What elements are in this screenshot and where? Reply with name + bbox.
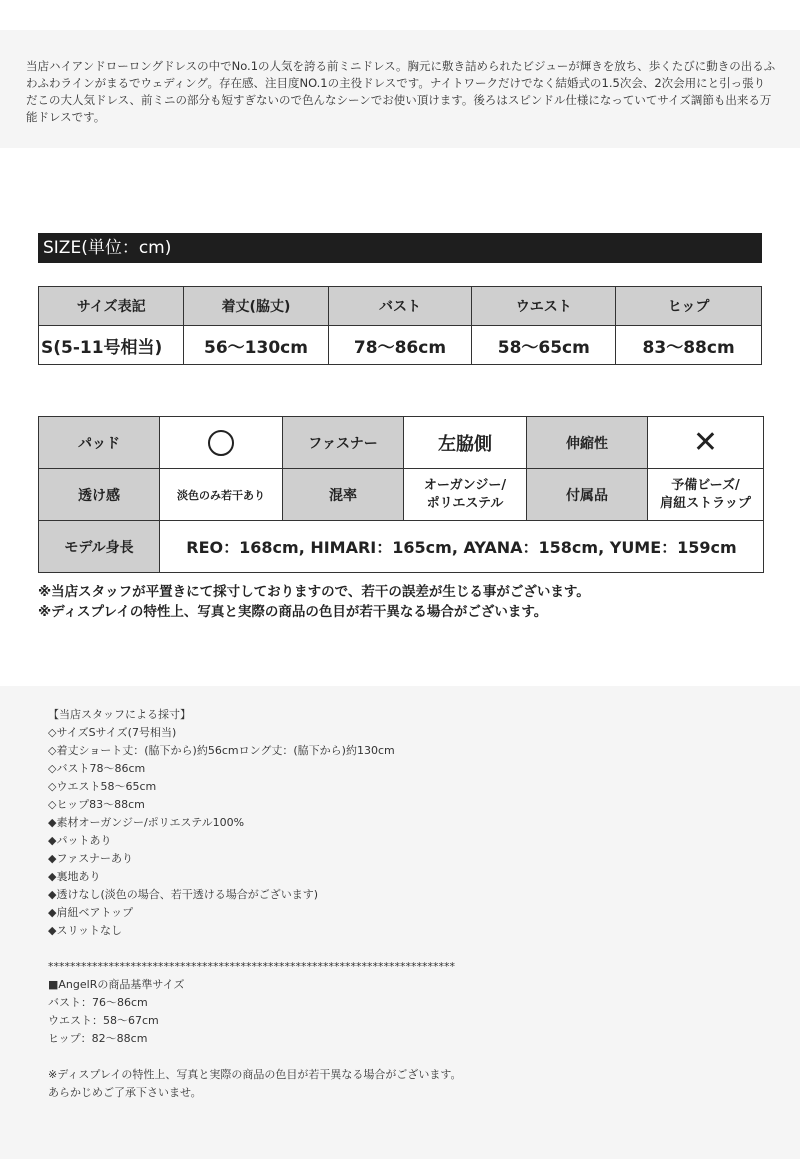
- intro-text: 当店ハイアンドローロングドレスの中でNo.1の人気を誇る前ミニドレス。胸元に敷き詰められたビジューが輝きを放ち、歩くたびに動きの出るふわふわラインがまるでウェディング。存在感、注目度NO.1の主役ドレスです。ナイトワークだけでなく結婚式の1.5次会、2次会用にと引っ張りだこの大人気ドレス、前ミニの部分も短すぎないので色んなシーンでお使い頂けます。後ろはスピンドル仕様になっていてサイズ調節も出来る万能ドレスです。: [26, 59, 776, 124]
- measurement-line: ◆ファスナーあり: [48, 852, 134, 865]
- accessory-value-line-1: 予備ビーズ/: [671, 477, 740, 493]
- measurement-line: ◆パットあり: [48, 834, 112, 847]
- measurement-line: ◆透けなし(淡色の場合、若干透ける場合がございます): [48, 888, 319, 901]
- model-value: REO：168cm, HIMARI：165cm, AYANA：158cm, YUME：159cm: [160, 521, 764, 573]
- size-value-waist: 58〜65cm: [472, 326, 616, 365]
- stretch-label: 伸縮性: [527, 417, 648, 469]
- measurement-line: **************************************************************************: [48, 960, 455, 973]
- model-label: モデル身長: [39, 521, 160, 573]
- sheer-label: 透け感: [39, 469, 160, 521]
- size-table-value-row: [39, 326, 762, 365]
- size-table: [38, 286, 762, 365]
- measurement-line: あらかじめご了承下さいませ。: [48, 1086, 202, 1099]
- measurement-line: ◇ウエスト58〜65cm: [48, 780, 157, 793]
- spec-row-2: [39, 469, 764, 521]
- measurement-line: ◇着丈ショート丈：(脇下から)約56cmロング丈：(脇下から)約130cm: [48, 744, 395, 757]
- blend-value-line-2: ポリエステル: [426, 495, 504, 511]
- measurement-line: ■AngelRの商品基準サイズ: [48, 978, 185, 991]
- size-header-waist: ウエスト: [472, 287, 616, 326]
- measurement-line: ◇サイズSサイズ(7号相当): [48, 726, 177, 739]
- blend-label: 混率: [283, 469, 404, 521]
- measurement-line: ヒップ：82〜88cm: [48, 1032, 148, 1045]
- measurement-line: ◆スリットなし: [48, 924, 123, 937]
- measurement-section: [0, 686, 800, 1159]
- spec-row-3: [39, 521, 764, 573]
- note-line: ※当店スタッフが平置きにて採寸しておりますので、若干の誤差が生じる事がございます。: [38, 584, 590, 600]
- measurement-line: ◆素材オーガンジー/ポリエステル100%: [48, 816, 245, 829]
- fastener-value: 左脇側: [404, 417, 527, 469]
- measurement-line: バスト：76〜86cm: [48, 996, 148, 1009]
- measurement-line: ◇バスト78〜86cm: [48, 762, 146, 775]
- intro-section: [0, 30, 800, 148]
- measurement-line: ウエスト：58〜67cm: [48, 1014, 159, 1027]
- pad-label: パッド: [39, 417, 160, 469]
- accessory-value-line-2: 肩紐ストラップ: [660, 495, 751, 511]
- sheer-value: 淡色のみ若干あり: [160, 469, 283, 521]
- size-value-bust: 78〜86cm: [328, 326, 472, 365]
- measurement-list: [48, 706, 461, 1102]
- spacer: [48, 940, 461, 958]
- circle-icon: [208, 430, 234, 456]
- size-value-hip: 83〜88cm: [616, 326, 762, 365]
- size-header-size: サイズ表記: [39, 287, 184, 326]
- size-table-header-row: [39, 287, 762, 326]
- size-value-size: S(5-11号相当): [39, 326, 184, 365]
- measurement-line: ◆肩紐ベアトップ: [48, 906, 134, 919]
- fastener-label: ファスナー: [283, 417, 404, 469]
- size-header-bust: バスト: [328, 287, 472, 326]
- accessory-value: [648, 469, 764, 521]
- measurement-line: ◆裏地あり: [48, 870, 101, 883]
- measurement-line: ※ディスプレイの特性上、写真と実際の商品の色目が若干異なる場合がございます。: [48, 1068, 462, 1081]
- accessory-label: 付属品: [527, 469, 648, 521]
- measurement-line: ◇ヒップ83〜88cm: [48, 798, 145, 811]
- size-header-length: 着丈(脇丈): [184, 287, 328, 326]
- notes: [38, 582, 590, 622]
- size-value-length: 56〜130cm: [184, 326, 328, 365]
- spec-table: [38, 416, 764, 573]
- blend-value: [404, 469, 527, 521]
- size-header-hip: ヒップ: [616, 287, 762, 326]
- spec-row-1: [39, 417, 764, 469]
- pad-value: [160, 417, 283, 469]
- size-header: SIZE(単位：cm): [38, 233, 762, 263]
- measurement-line: 【当店スタッフによる採寸】: [48, 708, 191, 721]
- note-line: ※ディスプレイの特性上、写真と実際の商品の色目が若干異なる場合がございます。: [38, 604, 548, 620]
- stretch-value: ✕: [648, 417, 764, 469]
- spacer: [48, 1048, 461, 1066]
- blend-value-line-1: オーガンジー/: [423, 477, 507, 493]
